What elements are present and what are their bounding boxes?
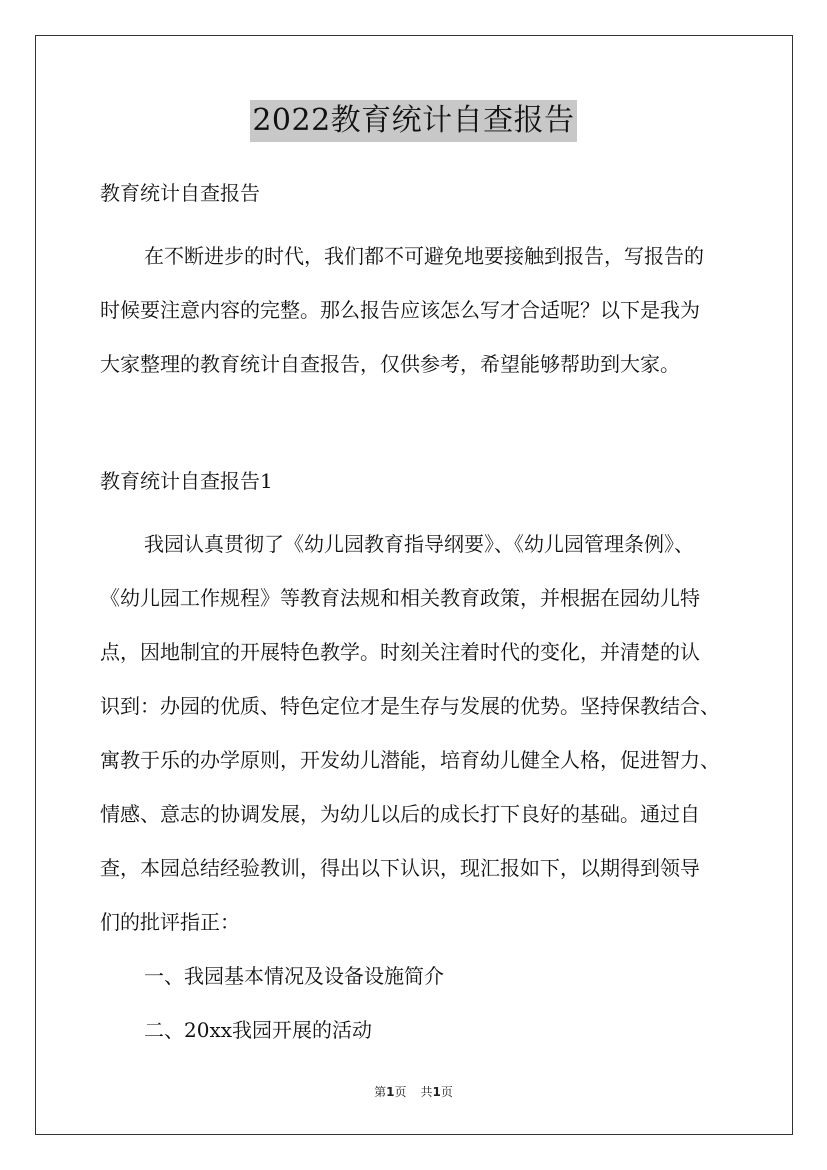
- footer-page-number: 1: [386, 1085, 395, 1099]
- footer-total-number: 1: [432, 1085, 441, 1099]
- body-paragraph: [100, 517, 740, 949]
- intro-line: 大家整理的教育统计自查报告，仅供参考，希望能够帮助到大家。: [100, 352, 680, 376]
- document-body: [100, 175, 740, 1057]
- footer-total-prefix: 共: [420, 1085, 433, 1099]
- body-line: 查，本园总结经验教训，得出以下认识，现汇报如下，以期得到领导: [100, 856, 700, 880]
- document-title: 2022教育统计自查报告: [250, 100, 576, 142]
- list-item: 二、20xx我园开展的活动: [144, 1018, 373, 1042]
- body-line: 情感、意志的协调发展，为幼儿以后的成长打下良好的基础。通过自: [100, 802, 700, 826]
- subtitle: 教育统计自查报告: [100, 181, 260, 205]
- body-line: 们的批评指正：: [100, 910, 240, 934]
- body-line: 识到：办园的优质、特色定位才是生存与发展的优势。坚持保教结合、: [100, 694, 720, 718]
- page-footer: [0, 1083, 827, 1100]
- footer-page-prefix: 第: [374, 1085, 387, 1099]
- body-line: 点，因地制宜的开展特色教学。时刻关注着时代的变化，并清楚的认: [100, 640, 700, 664]
- section-heading: 教育统计自查报告1: [100, 469, 273, 493]
- list-item: 一、我园基本情况及设备设施简介: [144, 964, 444, 988]
- intro-line: 在不断进步的时代，我们都不可避免地要接触到报告，写报告的: [144, 244, 704, 268]
- intro-paragraph: [100, 229, 740, 391]
- body-line: 寓教于乐的办学原则，开发幼儿潜能，培育幼儿健全人格，促进智力、: [100, 748, 720, 772]
- footer-page-suffix: 页: [394, 1085, 407, 1099]
- body-line: 我园认真贯彻了《幼儿园教育指导纲要》、《幼儿园管理条例》、: [144, 532, 694, 556]
- body-line: 《幼儿园工作规程》等教育法规和相关教育政策，并根据在园幼儿特: [100, 586, 700, 610]
- title-container: [0, 100, 827, 142]
- footer-total-suffix: 页: [440, 1085, 453, 1099]
- intro-line: 时候要注意内容的完整。那么报告应该怎么写才合适呢？以下是我为: [100, 298, 700, 322]
